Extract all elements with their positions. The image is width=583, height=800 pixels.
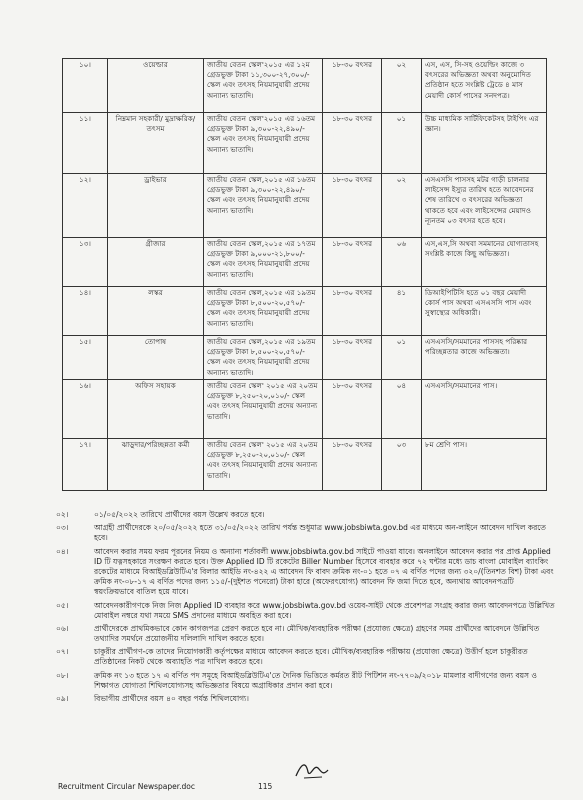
serial-cell: ১৬। — [63, 380, 108, 439]
footer-document-name: Recruitment Circular Newspaper.doc — [58, 782, 195, 791]
serial-cell: ১১। — [63, 113, 108, 174]
post-name-cell: ঝাড়ুদার/পরিচ্ছন্নতা কর্মী — [108, 439, 204, 491]
instruction-number: ০৬। — [56, 623, 69, 633]
post-count-cell: ০২ — [382, 59, 422, 113]
post-name-cell: অফিস সহায়ক — [108, 380, 204, 439]
pay-scale-cell: জাতীয় বেতন স্কেল' ২০১৫ এর ২০তম গ্রেডভুক্ত ৮,২৫০-২০,০১০/- স্কেল এবং তৎসহ নিয়মানুযায়ী প্রদেয় অন্যান্য ভাতাদি। — [204, 439, 323, 491]
instruction-text: আগ্রহী প্রার্থীদেরকে ২০/০৫/২০২২ হতে ৩১/০৫/২০২২ তারিখ পর্যন্ত শুধুমাত্র www.jobsbiwta.gov.bd এর মাধ্যমে অন-লাইনে আবেদন দাখিল করতে হবে। — [94, 523, 546, 543]
table-row — [63, 113, 547, 174]
serial-cell: ১৫। — [63, 336, 108, 380]
qualification-cell: এস, এস, সি-সহ ওয়েল্ডিং কাজে ৩ বৎসরের অভিজ্ঞতা অথবা অনুমোদিত প্রতিষ্ঠান হতে সংশ্লিষ্ট ট্রেডে ৪ মাস মেয়াদী কোর্স পাসের সনদপত্র। — [422, 59, 547, 113]
instruction-text: আবেদন করার সময় ফরম পূরনের নিয়ম ও অন্যান্য শর্তাবলী www.jobsbiwta.gov.bd সাইটে পাওয়া যাবে। অনলাইনে আবেদন করার পর প্রাপ্ত Applied ID টি যত্নসহকারে সংরক্ষণ করতে হবে। উক্ত Applied ID টি রকেটের Biller Number হিসেবে ব্যবহার করে ৭২ ঘন্টার মধ্যে ডাচ বাংলা মোবাইল ব্যাংকিং রকেটের মাধ্যমে বিআইডব্লিউটিএ'র বিলার আইডি নং-৪২২ এ আবেদন ফি বাবদ ক্রমিক নং-০১ হতে ০৭ এ বর্ণিত পদের জন্য ৩২০/(তিনশত বিশ) টাকা এবং ক্রমিক নং-০৮-১৭ এ বর্ণিত পদের জন্য ১১৫/-(দুইশত পনেরো) টাকা হারে (অফেরৎযোগ্য) আবেদন ফি জমা দিতে হবে, অন্যথায় আবেদনপত্রটি স্বয়ংক্রিয়ভাবে বাতিল হয়ে যাবে। — [94, 546, 554, 597]
instruction-text: আবেদনকারীগণকে নিজ নিজ Applied ID ব্যবহার করে www.jobsbiwta.gov.bd ওয়েব-সাইট থেকে প্রবেশপত্র সংগ্রহ করার জন্য আবেদনপত্রে উল্লিখিত মোবাইল নম্বরে যথা সময়ে SMS প্রদানের মাধ্যমে অবহিত করা হবে। — [94, 600, 555, 620]
footer-page-number: 115 — [258, 782, 273, 791]
post-count-cell: ৪১ — [382, 287, 422, 336]
age-limit-cell: ১৮-৩০ বৎসর — [323, 439, 382, 491]
instruction-item — [56, 547, 556, 598]
instruction-text: চাকুরীর প্রার্থীগণ-কে তাদের নিয়োগকারী কর্তৃপক্ষের মাধ্যমে আবেদন করতে হবে। মৌখিক/ব্যবহারিক পরীক্ষায় (প্রযোজ্য ক্ষেত্রে) উত্তীর্ণ হলে চাকুরীরত প্রতিষ্ঠানের নিকট থেকে অব্যাহতি পত্র দাখিল করতে হবে। — [94, 647, 528, 667]
age-limit-cell: ১৮-৩০ বৎসর — [323, 380, 382, 439]
instruction-text: ক্রমিক নং ১৩ হতে ১৭ এ বর্ণিত পদ সমূহে বিআইডব্লিউটিএ'তে দৈনিক ভিত্তিতে কর্মরত রীট পিটিশন নং-৭৭০৯/২০১৮ মামলার বাদীগণের জন্য বয়স ও শিক্ষাগত যোগ্যতা শিথিলযোগ্যসহ অভিজ্ঞতার বিষয়ে অগ্রাধিকার প্রদান করা হবে। — [94, 670, 537, 690]
post-name-cell: তোপাষ — [108, 336, 204, 380]
table-row — [63, 174, 547, 238]
post-name-cell: লস্কর — [108, 287, 204, 336]
post-name-cell: ড্রাইভার — [108, 174, 204, 238]
serial-cell: ১২। — [63, 174, 108, 238]
pay-scale-cell: জাতীয় বেতন স্কেল,২০১৫ এর ১৬তম গ্রেডভুক্ত টাকা ৯,৩০০-২২,৪৯০/- স্কেল এবং তৎসহ নিয়মানুযায়ী প্রদেয় অন্যান্য ভাতাদি। — [204, 174, 323, 238]
qualification-cell: এস,এস,সি অথবা সমমানের যোগ্যতাসহ সংশ্লিষ্ট কাজে কিছু অভিজ্ঞতা। — [422, 238, 547, 287]
serial-cell: ১০। — [63, 59, 108, 113]
instruction-item — [56, 523, 556, 543]
pay-scale-cell: জাতীয় বেতন স্কেল,২০১৫ এর ১৯তম গ্রেডভুক্ত টাকা ৮,৫০০-২০,৫৭০/- স্কেল এবং তৎসহ নিয়মানুযায়ী প্রদেয় অন্যান্য ভাতাদি। — [204, 336, 323, 380]
instruction-item — [56, 624, 556, 644]
instruction-number: ০৭। — [56, 647, 69, 657]
qualification-cell: এসএসসি/সমমানের পাসসহ পরিষ্কার পরিচ্ছন্নতার কাজে অভিজ্ঞতা। — [422, 336, 547, 380]
age-limit-cell: ১৮-৩০ বৎসর — [323, 287, 382, 336]
signature-mark — [292, 758, 332, 782]
qualification-cell: এসএসসি পাসসহ মটর গাড়ী চালনার লাইসেন্স ইস্যুর তারিখ হতে আবেদনের শেষ তারিখে ৩ বৎসরের অভিজ্ঞতা থাকতে হবে এবং লাইসেন্সের মেয়াদও ন্যূনতম ০৩ বৎসর হতে হবে। — [422, 174, 547, 238]
qualification-cell: উচ্চ মাধ্যমিক সার্টিফিকেটসহ টাইপিং এর জ্ঞান। — [422, 113, 547, 174]
qualification-cell: এসএসসি/সমমানের পাস। — [422, 380, 547, 439]
post-name-cell: নিম্নমান সহকারী/ মুদ্রাক্ষরিক/তৎসম — [108, 113, 204, 174]
instruction-item — [56, 510, 556, 520]
instruction-number: ০৫। — [56, 600, 69, 610]
post-name-cell: গ্রীজার — [108, 238, 204, 287]
instruction-number: ০২। — [56, 510, 69, 519]
post-count-cell: ০১ — [382, 113, 422, 174]
serial-cell: ১৩। — [63, 238, 108, 287]
post-count-cell: ০১ — [382, 336, 422, 380]
instruction-number: ০৪। — [56, 546, 69, 556]
post-count-cell: ০৬ — [382, 238, 422, 287]
instruction-number: ০৩। — [56, 523, 69, 533]
instruction-text: প্রার্থীদেরকে প্রাথমিকভাবে কোন কাগজপত্র প্রেরণ করতে হবে না। মৌখিক/ব্যবহারিক পরীক্ষা (প্রযোজ্য ক্ষেত্রে) গ্রহণের সময় প্রার্থীদের আবেদনে উল্লিখিত তথ্যাদির সমর্থনে প্রয়োজনীয় দলিলাদি দাখিল করতে হবে। — [94, 623, 540, 644]
table-row — [63, 380, 547, 439]
instruction-text: বিভাগীয় প্রার্থীদের বয়স ৪০ বছর পর্যন্ত শিথিলযোগ্য। — [94, 694, 249, 703]
instructions-list — [56, 510, 556, 707]
instruction-item — [56, 601, 556, 621]
age-limit-cell: ১৮-৩০ বৎসর — [323, 113, 382, 174]
instruction-number: ০৮। — [56, 670, 69, 680]
instruction-text: ০১/০৫/২০২২ তারিখে প্রার্থীদের বয়স উল্লেখ করতে হবে। — [94, 510, 265, 519]
age-limit-cell: ১৮-৩০ বৎসর — [323, 238, 382, 287]
serial-cell: ১৪। — [63, 287, 108, 336]
age-limit-cell: ১৮-৩০ বৎসর — [323, 59, 382, 113]
instruction-number: ০৯। — [56, 694, 69, 703]
pay-scale-cell: জাতীয় বেতন স্কেল' ২০১৫ এর ২০তম গ্রেডভুক্ত ৮,২৫০-২০,০১০/- স্কেল এবং তৎসহ নিয়মানুযায়ী প্রদেয় অন্যান্য ভাতাদি। — [204, 380, 323, 439]
post-name-cell: ওয়েল্ডার — [108, 59, 204, 113]
pay-scale-cell: জাতীয় বেতন স্কেল,২০১৫ এর ১৯তম গ্রেডভুক্ত টাকা ৮,৫০০-২০,৫৭০/- স্কেল এবং তৎসহ নিয়মানুযায়ী প্রদেয় অন্যান্য ভাতাদি। — [204, 287, 323, 336]
age-limit-cell: ১৮-৩০ বৎসর — [323, 174, 382, 238]
post-count-cell: ০৪ — [382, 380, 422, 439]
qualification-cell: ৮ম শ্রেণি পাস। — [422, 439, 547, 491]
serial-cell: ১৭। — [63, 439, 108, 491]
posts-table — [62, 58, 547, 491]
post-count-cell: ০৩ — [382, 439, 422, 491]
table-row — [63, 287, 547, 336]
age-limit-cell: ১৮-৩০ বৎসর — [323, 336, 382, 380]
table-row — [63, 238, 547, 287]
instruction-item — [56, 671, 556, 691]
pay-scale-cell: জাতীয় বেতন স্কেল,২০১৫ এর ১৭তম গ্রেডভুক্ত টাকা ৯,০০০-২১,৮০০/- স্কেল এবং তৎসহ নিয়মানুযায়ী প্রদেয় অন্যান্য ভাতাদি। — [204, 238, 323, 287]
table-row — [63, 439, 547, 491]
table-row — [63, 336, 547, 380]
pay-scale-cell: জাতীয় বেতন স্কেল'২০১৫ এর ১৬তম গ্রেডভুক্ত টাকা ৯,৩০০-২২,৪৯০/- স্কেল এবং তৎসহ নিয়মানুযায়ী প্রদেয় অন্যান্য ভাতাদি। — [204, 113, 323, 174]
pay-scale-cell: জাতীয় বেতন স্কেল'২০১৫ এর ১২ম গ্রেডভুক্ত টাকা ১১,৩০০-২৭,৩০০/- স্কেল এবং তৎসহ নিয়মানুযায়ী প্রদেয় অন্যান্য ভাতাদি। — [204, 59, 323, 113]
instruction-item — [56, 647, 556, 667]
qualification-cell: ডিআইপিটিসি হতে ০১ বছর মেয়াদী কোর্স পাস অথবা এসএসসি পাস এবং সুস্বাস্থ্যের অধিকারী। — [422, 287, 547, 336]
table-row — [63, 59, 547, 113]
instruction-item — [56, 694, 556, 704]
post-count-cell: ০২ — [382, 174, 422, 238]
